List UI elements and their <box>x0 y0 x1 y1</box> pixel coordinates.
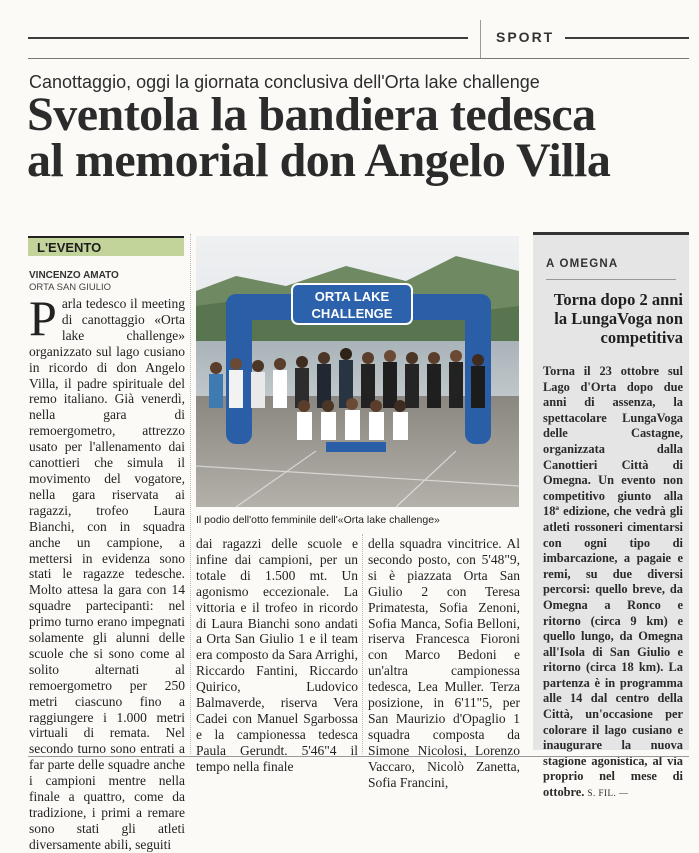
article-column-1 <box>29 290 185 853</box>
kicker: Canottaggio, oggi la giornata conclusiva dell'Orta lake challenge <box>29 72 540 92</box>
arch-text-line-2: CHALLENGE <box>311 306 393 321</box>
footer-divider <box>28 756 689 757</box>
sidebar-body <box>543 364 683 802</box>
headline-line-2: al memorial don Angelo Villa <box>27 134 611 187</box>
byline: VINCENZO AMATO <box>29 270 119 281</box>
section-separator <box>480 20 481 58</box>
sidebar-top-rule <box>533 232 689 235</box>
article-column-2: dai ragazzi delle scuole e infine dai campioni, per un totale di 1.500 mt. Un agonismo eccezionale. La vittoria e il trofeo in ricordo di Laura Bianchi sono andati a Orta San Giulio 1 e il team era composto da Sara Arrighi, Riccardo Fantini, Riccardo Quirico, Ludovico Balmaverde, riserva Vera Cadei con Manuel Sgarbossa e la campionessa tedesca Paula Gerundt. 5'46"4 il tempo nella finale <box>196 536 358 774</box>
photo-caption: Il podio dell'otto femminile dell'«Orta lake challenge» <box>196 514 440 526</box>
drop-cap: P <box>29 290 57 346</box>
arch-text-line-1: ORTA LAKE <box>314 289 390 304</box>
sidebar-title: Torna dopo 2 anni la LungaVoga non competitiva <box>553 290 683 347</box>
headline <box>27 88 692 187</box>
column-divider-2 <box>362 534 363 754</box>
article-column-1-text: arla tedesco il meeting di canottaggio «Orta lake challenge» organizzato sul lago cusiano in ricordo di don Angelo Villa, il padre spirituale del remo italiano. Già venerdì, nella gara di remoergometro, attrezzo usato per l'allenamento dai canottieri che simula il movimento del vogatore, nella gara riservata ai ragazzi, trofeo Laura Bianchi, con in squadra anche un campione, a mettersi in evidenza sono stati le ragazze tedesche. Molto attesa la gara con 14 squadre partecipanti: nel primo turno erano impegnati solamente gli alunni delle scuole che si sono come al solito alternati al remoergometro per 250 metri ciascuno fino a raggiungere i 1.000 metri virtuali di remata. Nel secondo turno sono entrati a far parte delle squadre anche i campioni mentre nella finale a quattro, come da tradizione, i primi a remare sono stati gli atleti diversamente abili, seguiti <box>29 296 185 852</box>
photo-illustration <box>196 236 519 507</box>
sidebar-body-text: Torna il 23 ottobre sul Lago d'Orta dopo due anni di assenza, la spettacolare LungaVoga delle Castagne, organizzata dalla Canottieri Città di Omegna. Un evento non competitivo giunto alla 18ª edizione, che vedrà gli atleti rossoneri cimentarsi con ogni tipo di imbarcazione, a pagaie e remi, su due diversi percorsi: quello breve, da Omegna a Ronco e ritorno (circa 9 km) e quello lungo, da Omegna all'Isola di San Giulio e ritorno (circa 18 km). La partenza è in programma alle 14 dal centro della Città, un'occasione per colorare il lago cusiano e inaugurare la nuova stagione agonistica, al via proprio nel mese di ottobre. <box>543 364 683 800</box>
sidebar-signature: S. FIL. — <box>587 788 629 799</box>
header-divider <box>28 58 689 59</box>
sidebar-label: A OMEGNA <box>546 258 619 270</box>
dateline: ORTA SAN GIULIO <box>29 282 112 293</box>
article-column-3: della squadra vincitrice. Al secondo posto, con 5'48"9, si è piazzata Orta San Giulio 2 con Teresa Primatesta, Sofia Zenoni, Sofia Manca, Sofia Belloni, riserva Francesca Fioroni con Marco Bedoni e un'altra campionessa tedesca, Lea Muller. Terza posizione, in 6'11"5, per San Maurizio d'Opaglio 1 squadra composta da Simone Nicolosi, Lorenzo Vaccaro, Nicolò Zanetta, Sofia Francini, <box>368 536 520 790</box>
sidebar-label-rule <box>546 279 676 280</box>
section-label: SPORT <box>496 29 555 45</box>
evento-tag <box>28 236 184 256</box>
column-divider <box>190 234 191 754</box>
section-rule-right <box>565 37 689 39</box>
evento-label: L'EVENTO <box>37 240 102 255</box>
sidebar-box <box>533 232 689 800</box>
article-photo <box>196 236 519 507</box>
section-rule-left <box>28 37 468 39</box>
headline-line-1: Sventola la bandiera tedesca <box>27 88 596 141</box>
